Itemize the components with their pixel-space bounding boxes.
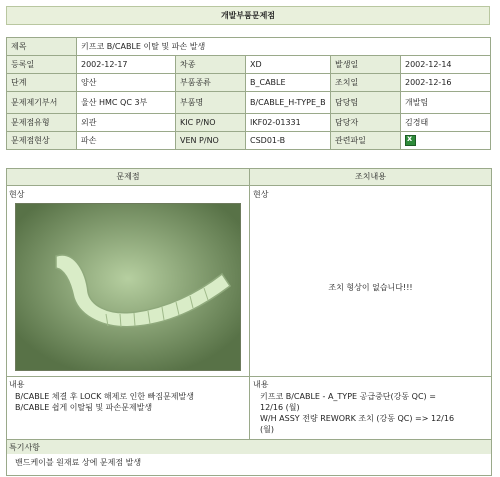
field-label: 담당팀 bbox=[331, 92, 401, 114]
excel-file-icon[interactable] bbox=[405, 135, 416, 146]
field-label: 문제점유형 bbox=[7, 114, 77, 132]
field-label: VEN P/NO bbox=[176, 132, 246, 150]
problem-content bbox=[15, 391, 245, 413]
field-label: 등록일 bbox=[7, 56, 77, 74]
action-content bbox=[260, 391, 488, 435]
field-label: KIC P/NO bbox=[176, 114, 246, 132]
subject-label: 제목 bbox=[7, 38, 77, 56]
defect-photo bbox=[15, 203, 241, 371]
problem-content-line: B/CABLE 체결 후 LOCK 해제로 인한 빠짐문제발생 bbox=[15, 392, 194, 401]
field-label: 부품명 bbox=[176, 92, 246, 114]
field-label: 단계 bbox=[7, 74, 77, 92]
field-value: 2002-12-14 bbox=[401, 56, 491, 74]
field-label: 발생일 bbox=[331, 56, 401, 74]
action-content-line: W/H ASSY 전량 REWORK 조치 (강동 QC) => 12/16 bbox=[260, 414, 455, 423]
field-value: B/CABLE_H-TYPE_B bbox=[246, 92, 331, 114]
field-value: 2002-12-17 bbox=[77, 56, 176, 74]
field-value: IKF02-01331 bbox=[246, 114, 331, 132]
cable-tie-image bbox=[16, 204, 240, 370]
field-value: CSD01-B bbox=[246, 132, 331, 150]
field-value: 외관 bbox=[77, 114, 176, 132]
notes-text: 밴드케이블 원재료 상에 문제점 발생 bbox=[15, 458, 142, 467]
problem-header: 문제점 bbox=[7, 169, 249, 186]
field-label: 문제점현상 bbox=[7, 132, 77, 150]
notes-header-bg bbox=[7, 440, 491, 454]
column-divider bbox=[249, 169, 250, 439]
content-divider bbox=[7, 376, 491, 377]
field-value: 울산 HMC QC 3부 bbox=[77, 92, 176, 114]
field-label: 차종 bbox=[176, 56, 246, 74]
field-value: B_CABLE bbox=[246, 74, 331, 92]
field-value: 김경태 bbox=[401, 114, 491, 132]
field-label: 조치일 bbox=[331, 74, 401, 92]
field-value: 양산 bbox=[77, 74, 176, 92]
problem-content-line: B/CABLE 쉽게 이탈됨 및 파손문제발생 bbox=[15, 403, 153, 412]
detail-panel bbox=[6, 168, 492, 476]
action-status-label: 현상 bbox=[253, 190, 269, 199]
field-value: XD bbox=[246, 56, 331, 74]
field-value: 파손 bbox=[77, 132, 176, 150]
notes-label: 특기사항 bbox=[9, 443, 40, 452]
field-value: 개발팀 bbox=[401, 92, 491, 114]
action-header: 조치내용 bbox=[250, 169, 491, 186]
problem-status-label: 현상 bbox=[9, 190, 25, 199]
page-title: 개발부품문제점 bbox=[6, 6, 490, 25]
field-label: 부품종류 bbox=[176, 74, 246, 92]
action-content-line: 키프코 B/CABLE - A_TYPE 공급중단(강동 QC) = bbox=[260, 392, 436, 401]
problem-content-label: 내용 bbox=[9, 380, 25, 389]
subject-value: 키프코 B/CABLE 이탈 및 파손 발생 bbox=[77, 38, 491, 56]
action-status-text: 조치 형상이 없습니다!!! bbox=[328, 283, 413, 292]
action-content-label: 내용 bbox=[253, 380, 269, 389]
field-label: 문제제기부서 bbox=[7, 92, 77, 114]
field-label: 관련파일 bbox=[331, 132, 401, 150]
info-table bbox=[6, 37, 491, 150]
field-value: 2002-12-16 bbox=[401, 74, 491, 92]
attachment-cell bbox=[401, 132, 491, 150]
action-content-line: 12/16 (월) bbox=[260, 403, 300, 412]
field-label: 담당자 bbox=[331, 114, 401, 132]
action-content-line: (월) bbox=[260, 425, 274, 434]
